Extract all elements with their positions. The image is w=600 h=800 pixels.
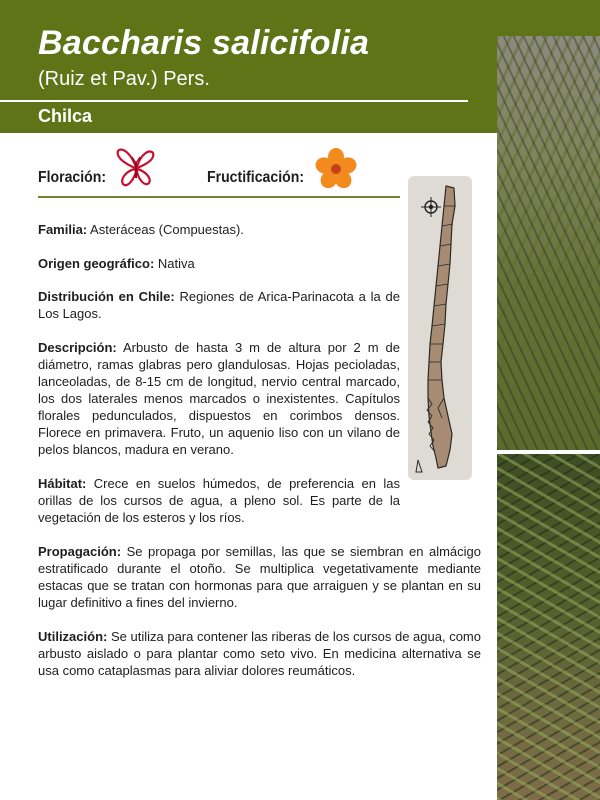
distribution-map <box>408 176 472 480</box>
section-text: Crece en suelos húmedos, de preferencia en las orillas de los cursos de agua, a pleno sol. Es parte de la vegetación de los esteros y los ríos. <box>38 476 400 525</box>
header-divider <box>0 100 468 102</box>
scientific-name: Baccharis salicifolia <box>38 24 370 62</box>
section-descripcion <box>38 339 400 458</box>
section-label: Utilización: <box>38 629 108 644</box>
species-authority: (Ruiz et Pav.) Pers. <box>38 68 210 90</box>
section-origen <box>38 255 400 272</box>
section-label: Distribución en Chile: <box>38 289 175 304</box>
section-familia <box>38 221 400 238</box>
section-label: Propagación: <box>38 544 122 559</box>
section-distribucion <box>38 288 400 322</box>
fruiting-label: Fructificación: <box>207 169 305 186</box>
flower-icon <box>314 147 358 191</box>
phenology-divider <box>38 196 400 198</box>
section-text: Regiones de Arica-Parinacota a la de Los Lagos. <box>38 289 401 321</box>
flowering-label: Floración: <box>38 169 107 186</box>
section-text: Se utiliza para contener las riberas de los cursos de agua, como arbusto aislado o para plantar como seto vivo. En medicina alternativa se usa como cataplasmas para aliviar dolores reumáticos. <box>38 629 481 678</box>
section-label: Origen geográfico: <box>38 256 155 271</box>
phenology-row <box>38 145 408 197</box>
section-utilizacion <box>38 628 481 679</box>
common-name: Chilca <box>38 106 93 126</box>
butterfly-icon <box>116 145 156 191</box>
plant-photo-bottom <box>497 454 600 800</box>
section-habitat <box>38 475 400 526</box>
section-label: Descripción: <box>38 340 117 355</box>
section-text: Se propaga por semillas, las que se siembran en almácigo estratificado durante el otoño. Se multiplica vegetativamente mediante estacas que se tratan con hormonas para que arraiguen y se plantan en su lugar definitivo a fines del invierno. <box>38 544 481 610</box>
section-text: Asteráceas (Compuestas). <box>90 222 244 237</box>
plant-photo-top <box>497 36 600 450</box>
section-text: Arbusto de hasta 3 m de altura por 2 m de diámetro, ramas glabras pero glandulosas. Hojas pecioladas, lanceoladas, de 8-15 cm de longitud, nervio central marcado, los dos laterales menos marcados o inexistentes. Capítulos florales pedunculados, dispuestos en corimbos densos. Florece en primavera. Fruto, un aquenio liso con un vilano de pelos blancos, madura en verano. <box>38 340 400 457</box>
chile-map-icon <box>408 176 472 480</box>
section-label: Familia: <box>38 222 88 237</box>
section-text: Nativa <box>157 256 195 271</box>
section-label: Hábitat: <box>38 476 87 491</box>
plant-photo-strip <box>497 36 600 800</box>
section-propagacion <box>38 543 481 611</box>
